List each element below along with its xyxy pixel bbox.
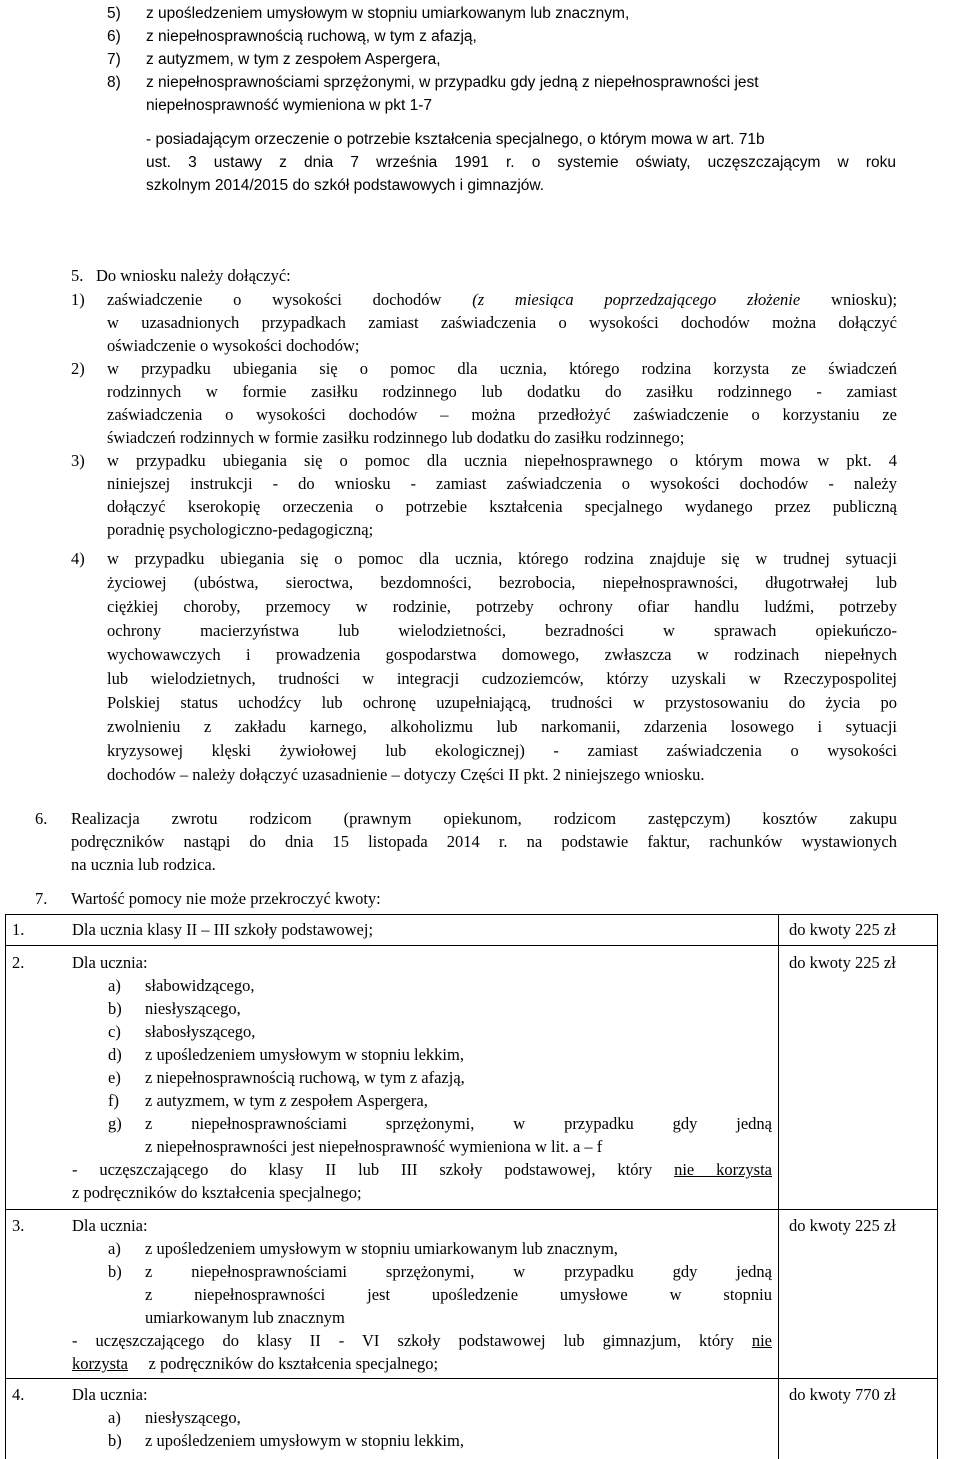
item-number: 3) bbox=[71, 451, 85, 470]
paragraph-line: dołączyć kserokopię orzeczenia o potrzebie kształcenia specjalnego wydanego przez publiczną bbox=[107, 497, 897, 516]
paragraph-line: wychowawczych i prowadzenia gospodarstwa domowego, zwłaszcza w rodzinach niepełnych bbox=[107, 645, 897, 664]
note-line: szkolnym 2014/2015 do szkół podstawowych i gimnazjów. bbox=[146, 177, 545, 194]
paragraph-line: życiowej (ubóstwa, sieroctwa, bezdomności, bezrobocia, niepełnosprawności, długotrwałej lub bbox=[107, 573, 897, 592]
amount-cell: do kwoty 225 zł bbox=[789, 1216, 896, 1235]
note-line: ust. 3 ustawy z dnia 7 września 1991 r. o systemie oświaty, uczęszczającym w roku bbox=[146, 154, 896, 171]
table-row bbox=[6, 1210, 937, 1379]
paragraph-line: ochrony macierzyństwa lub wielodzietności, bezradności w sprawach opiekuńczo- bbox=[107, 621, 897, 640]
section-heading: 5. Do wniosku należy dołączyć: bbox=[71, 266, 291, 285]
list-item: niepełnosprawność wymieniona w pkt 1-7 bbox=[146, 97, 433, 114]
item-number: 4) bbox=[71, 549, 85, 568]
paragraph-line: w uzasadnionych przypadkach zamiast zaświadczenia o wysokości dochodów można dołączyć bbox=[107, 313, 897, 332]
paragraph-line: kryzysowej klęski żywiołowej lub ekologicznej) - zamiast zaświadczenia o wysokości bbox=[107, 741, 897, 760]
amount-cell: do kwoty 770 zł bbox=[789, 1385, 896, 1404]
amounts-table bbox=[5, 914, 938, 1459]
note-line: - uczęszczającego do klasy II - VI szkoły podstawowej lub gimnazjum, który nie bbox=[72, 1331, 772, 1350]
item-number: 1) bbox=[71, 290, 85, 309]
paragraph-line: podręczników nastąpi do dnia 15 listopada 2014 r. na podstawie faktur, rachunków wystawionych bbox=[71, 832, 897, 851]
list-item: 8) z niepełnosprawnościami sprzężonymi, w przypadku gdy jedną z niepełnosprawności jest bbox=[107, 74, 759, 91]
paragraph-line: w przypadku ubiegania się o pomoc dla ucznia, którego rodzina korzysta ze świadczeń bbox=[107, 359, 897, 378]
table-row bbox=[6, 1379, 937, 1459]
paragraph-line: niniejszej instrukcji - do wniosku - zamiast zaświadczenia o wysokości dochodów - należy bbox=[107, 474, 897, 493]
paragraph-line: zaświadczenia o wysokości dochodów – można przedłożyć zaświadczenie o korzystaniu ze bbox=[107, 405, 897, 424]
paragraph-line: rodzinnych w formie zasiłku rodzinnego lub dodatku do zasiłku rodzinnego - zamiast bbox=[107, 382, 897, 401]
paragraph-line: w przypadku ubiegania się o pomoc dla ucznia niepełnosprawnego o którym mowa w pkt. 4 bbox=[107, 451, 897, 470]
table-row bbox=[6, 946, 937, 1210]
note-line: - uczęszczającego do klasy II lub III szkoły podstawowej, który nie korzysta bbox=[72, 1160, 772, 1179]
paragraph-line: ciężkiej choroby, przemocy w rodzinie, potrzeby ochrony ofiar handlu ludźmi, potrzeby bbox=[107, 597, 897, 616]
amount-cell: do kwoty 225 zł bbox=[789, 920, 896, 939]
paragraph-line: w przypadku ubiegania się o pomoc dla ucznia, którego rodzina znajduje się w trudnej sytuacji bbox=[107, 549, 897, 568]
list-item: 5) z upośledzeniem umysłowym w stopniu umiarkowanym lub znacznym, bbox=[107, 5, 630, 22]
paragraph-line: Polskiej status uchodźcy lub ochronę uzupełniającą, trudności w przystosowaniu do życia po bbox=[107, 693, 897, 712]
table-cell: 3. Dla ucznia: a) z upośledzeniem umysłowym w stopniu umiarkowanym lub znacznym, b) z niepełnosprawnościami sprzężonymi, w przypadku gdy jedną z niepełnosprawności jest upośledzenie umysłowe w stopniu umiarkowanym lub znacznym - uczęszczającego do klasy II - VI szkoły podstawowej lub gimnazjum, który nie korzysta z podręczników do kształcenia specjalnego; bbox=[6, 1210, 779, 1378]
table-cell: 2. Dla ucznia: a) słabowidzącego, b) niesłyszącego, c) słabosłyszącego, d) z upośledzeniem umysłowym w stopniu lekkim, e) z niepełnosprawnością ruchową, w tym z afazją, f) z autyzmem, w tym z zespołem Aspergera, g) z niepełnosprawnościami sprzężonymi, w przypadku gdy jedną z niepełnosprawności jest niepełnosprawność wymieniona w lit. a – f - uczęszczającego do klasy II lub III szkoły podstawowej, który nie korzysta z podręczników do kształcenia specjalnego; bbox=[6, 946, 779, 1209]
table-row bbox=[6, 915, 937, 946]
paragraph-line: Realizacja zwrotu rodzicom (prawnym opiekunom, rodzicom zastępczym) kosztów zakupu bbox=[71, 809, 897, 828]
item-number: 6. bbox=[35, 809, 48, 828]
list-item: 6) z niepełnosprawnością ruchową, w tym z afazją, bbox=[107, 28, 477, 45]
paragraph-line: zaświadczenie o wysokości dochodów (z miesiąca poprzedzającego złożenie wniosku); bbox=[107, 290, 898, 309]
paragraph-line: poradnię psychologiczno-pedagogiczną; bbox=[107, 520, 374, 539]
item-number: 2) bbox=[71, 359, 85, 378]
paragraph-line: świadczeń rodzinnych w formie zasiłku rodzinnego lub dodatku do zasiłku rodzinnego; bbox=[107, 428, 685, 447]
table-cell: 4. Dla ucznia: a) niesłyszącego, b) z upośledzeniem umysłowym w stopniu lekkim, bbox=[6, 1379, 779, 1459]
list-item: 7) z autyzmem, w tym z zespołem Aspergera, bbox=[107, 51, 441, 68]
paragraph-line: oświadczenie o wysokości dochodów; bbox=[107, 336, 360, 355]
note-line: - posiadającym orzeczenie o potrzebie kształcenia specjalnego, o którym mowa w art. 71b bbox=[146, 131, 765, 148]
note-line: korzysta z podręczników do kształcenia specjalnego; bbox=[72, 1354, 439, 1373]
section-7: 7. Wartość pomocy nie może przekroczyć kwoty: bbox=[35, 889, 381, 908]
table-cell: 1. Dla ucznia klasy II – III szkoły podstawowej; bbox=[6, 915, 779, 945]
paragraph-line: lub wielodzietnych, trudności w integracji cudzoziemców, którzy uzyskali w Rzeczypospolitej bbox=[107, 669, 897, 688]
paragraph-line: na ucznia lub rodzica. bbox=[71, 855, 216, 874]
paragraph-line: dochodów – należy dołączyć uzasadnienie – dotyczy Części II pkt. 2 niniejszego wniosku. bbox=[107, 765, 705, 784]
amount-cell: do kwoty 225 zł bbox=[789, 953, 896, 972]
paragraph-line: zwolnieniu z zakładu karnego, alkoholizmu lub narkomanii, zdarzenia losowego i sytuacji bbox=[107, 717, 897, 736]
